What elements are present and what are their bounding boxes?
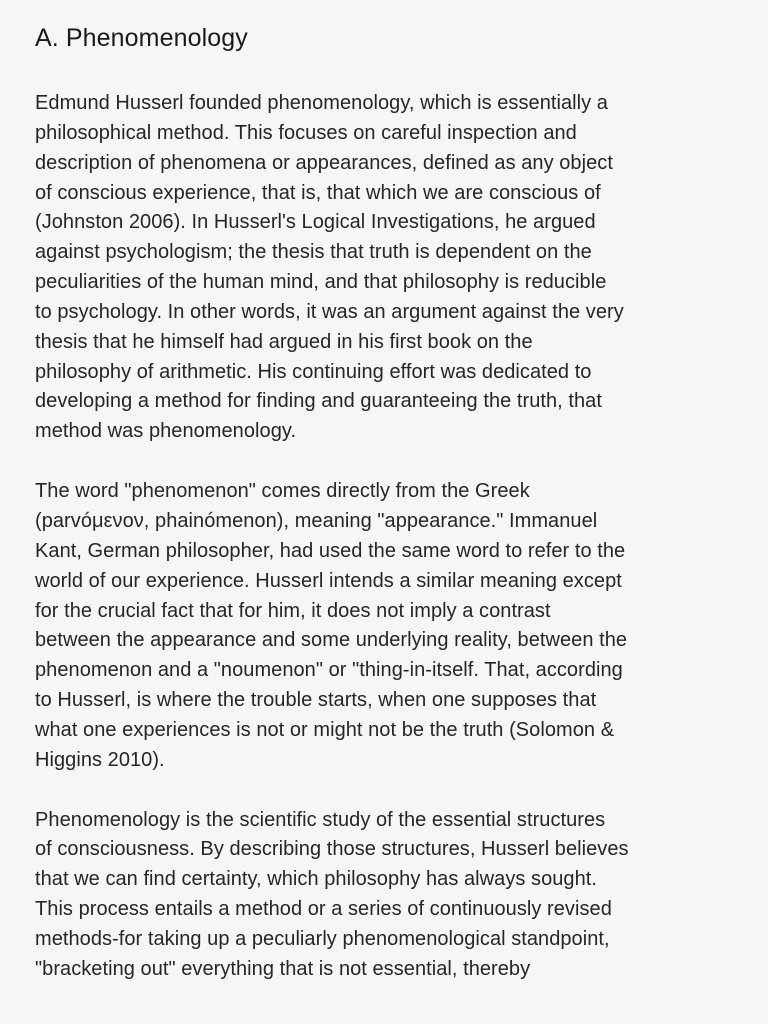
paragraph-scientific-study: Phenomenology is the scientific study of the essential structures of consciousness. By describing those structures, Husserl believes that we can find certainty, which philosophy has always sought. This process entails a method or a series of continuously revised methods-for taking up a peculiarly phenomenological standpoint, "bracketing out" everything that is not essential, thereby [35,808,629,980]
paragraph-husserl-founding: Edmund Husserl founded phenomenology, which is essentially a philosophical method. This focuses on careful inspection and description of phenomena or appearances, defined as any object of conscious experience, that is, that which we are conscious of (Johnston 2006). In Husserl's Logical Investigations, he argued against psychologism; the thesis that truth is dependent on the peculiarities of the human mind, and that philosophy is reducible to psychology. In other words, it was an argument against the very thesis that he himself had argued in his first book on the philosophy of arithmetic. His continuing effort was dedicated to developing a method for finding and guaranteeing the truth, that method was phenomenology. [35,92,624,443]
section-title: A. Phenomenology [35,24,248,52]
paragraph-phenomenon-word: The word "phenomenon" comes directly from the Greek (parvóμενον, phainómenon), meaning "appearance." Immanuel Kant, German philosopher, had used the same word to refer to the world of our experience. Husserl intends a similar meaning except for the crucial fact that for him, it does not imply a contrast between the appearance and some underlying reality, between the phenomenon and a "noumenon" or "thing-in-itself. That, according to Husserl, is where the trouble starts, when one supposes that what one experiences is not or might not be the truth (Solomon & Higgins 2010). [35,480,628,771]
